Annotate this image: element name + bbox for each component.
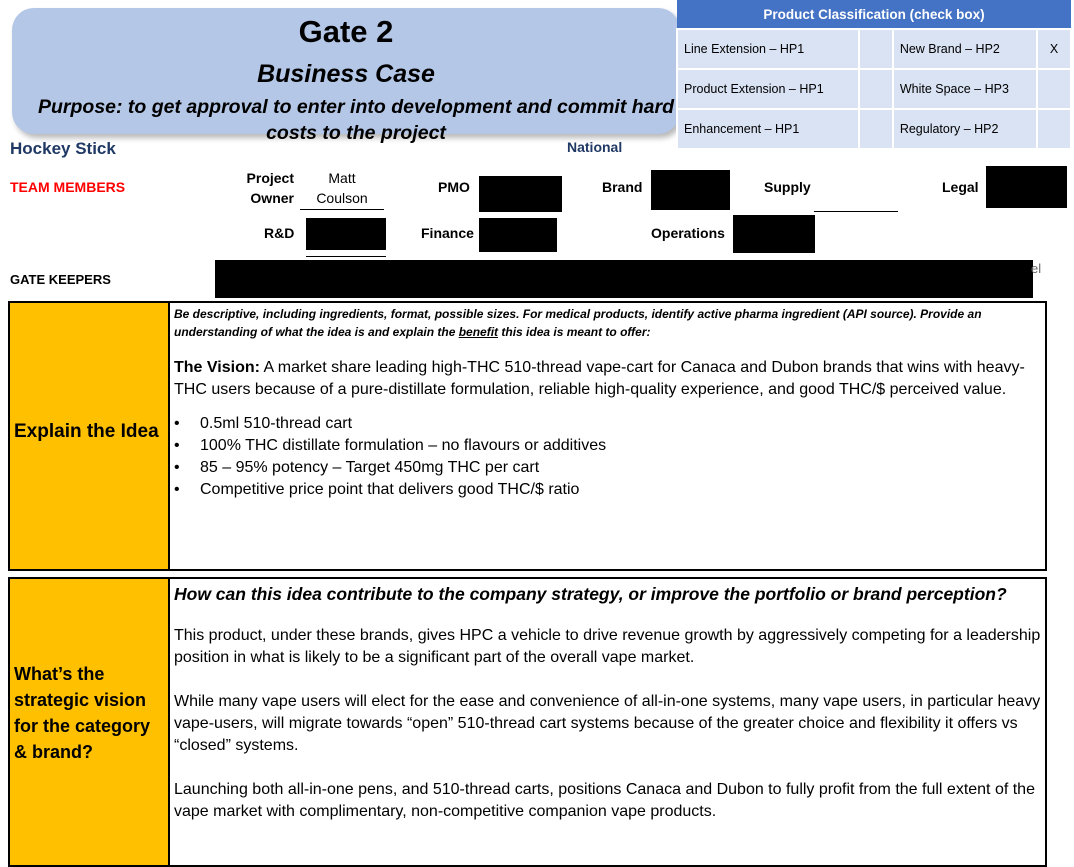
strategic-vision-section — [8, 577, 1047, 867]
legal-redacted-field — [986, 166, 1067, 208]
vision-text: A market share leading high-THC 510-thread vape-cart for Canaca and Dubon brands that wins with heavy-THC users because of a pure-distillate formulation, reliable high-quality experience, and good THC/$ perceived value. — [174, 359, 1025, 398]
team-members-label: TEAM MEMBERS — [10, 179, 126, 195]
project-scope: National — [567, 139, 623, 155]
line-extension-label: Line Extension – HP1 — [677, 29, 859, 69]
strategy-question: How can this idea contribute to the company strategy, or improve the portfolio or brand perception? — [174, 584, 1007, 604]
supply-field[interactable] — [814, 190, 898, 212]
strategy-paragraph: This product, under these brands, gives HPC a vehicle to drive revenue growth by aggressively competing for a leadership position in what is likely to be a significant part of the overall vape market. — [174, 627, 1041, 666]
strategic-vision-content[interactable] — [174, 579, 1041, 823]
idea-bullet-list — [174, 413, 1041, 501]
list-item: • 85 – 95% potency – Target 450mg THC per cart — [174, 457, 1041, 479]
rd-underline — [306, 256, 386, 257]
rd-redacted-field — [306, 218, 386, 250]
strategy-paragraph: Launching both all-in-one pens, and 510-thread carts, positions Canaca and Dubon to fully profit from the full extent of the vape market with complimentary, non-competitive companion vape products. — [174, 781, 1035, 820]
line-extension-checkbox[interactable] — [859, 29, 893, 69]
gate-title: Gate 2 — [298, 14, 394, 49]
brand-redacted-field — [651, 170, 730, 210]
explain-idea-section — [8, 301, 1047, 571]
explain-idea-content[interactable] — [174, 303, 1041, 501]
gate-keepers-trailing-text: el — [1031, 261, 1042, 276]
pmo-label: PMO — [438, 179, 470, 195]
project-owner-label: Project Owner — [246, 170, 294, 206]
explain-idea-label: Explain the Idea — [10, 303, 170, 569]
finance-redacted-field — [479, 218, 557, 252]
classification-row — [677, 109, 1071, 149]
gate-keepers-label: GATE KEEPERS — [10, 272, 111, 287]
new-brand-label: New Brand – HP2 — [893, 29, 1037, 69]
new-brand-checkbox[interactable]: X — [1037, 29, 1071, 69]
product-extension-checkbox[interactable] — [859, 69, 893, 109]
project-name: Hockey Stick — [10, 139, 116, 158]
pmo-redacted-field — [479, 176, 562, 212]
classification-heading: Product Classification (check box) — [677, 0, 1071, 29]
product-extension-label: Product Extension – HP1 — [677, 69, 859, 109]
regulatory-label: Regulatory – HP2 — [893, 109, 1037, 149]
finance-label: Finance — [421, 225, 474, 241]
white-space-checkbox[interactable] — [1037, 69, 1071, 109]
explain-instructions: Be descriptive, including ingredients, format, possible sizes. For medical products, identify active pharma ingredient (API source). Provide an understanding of what the idea is and explain the benefit this idea is meant to offer: — [174, 307, 982, 339]
operations-label: Operations — [651, 225, 725, 241]
classification-row — [677, 29, 1071, 69]
header-banner — [12, 8, 680, 144]
white-space-label: White Space – HP3 — [893, 69, 1037, 109]
list-item: • Competitive price point that delivers good THC/$ ratio — [174, 479, 1041, 501]
supply-label: Supply — [764, 179, 811, 195]
purpose-statement: Purpose: to get approval to enter into development and commit hard costs to the project — [38, 96, 674, 144]
legal-label: Legal — [942, 179, 979, 195]
enhancement-label: Enhancement – HP1 — [677, 109, 859, 149]
business-case-title: Business Case — [257, 60, 435, 88]
strategic-vision-label: What’s the strategic vision for the category & brand? — [10, 579, 170, 865]
enhancement-checkbox[interactable] — [859, 109, 893, 149]
regulatory-checkbox[interactable] — [1037, 109, 1071, 149]
project-owner-value[interactable]: Matt Coulson — [300, 168, 384, 210]
product-classification-table — [676, 0, 1072, 150]
strategy-paragraph: While many vape users will elect for the ease and convenience of all-in-one systems, many vape users, in particular heavy vape-users, will migrate towards “open” 510-thread cart systems because of the greater choice and flexibility it offers vs “closed” systems. — [174, 693, 1041, 754]
gate-keepers-redacted-field — [215, 260, 1033, 298]
operations-redacted-field — [733, 215, 815, 253]
classification-row — [677, 69, 1071, 109]
rd-label: R&D — [264, 225, 295, 241]
brand-label: Brand — [602, 179, 643, 195]
list-item: • 0.5ml 510-thread cart — [174, 413, 1041, 435]
list-item: • 100% THC distillate formulation – no flavours or additives — [174, 435, 1041, 457]
vision-label: The Vision: — [174, 359, 260, 376]
vision-statement — [174, 357, 1041, 401]
